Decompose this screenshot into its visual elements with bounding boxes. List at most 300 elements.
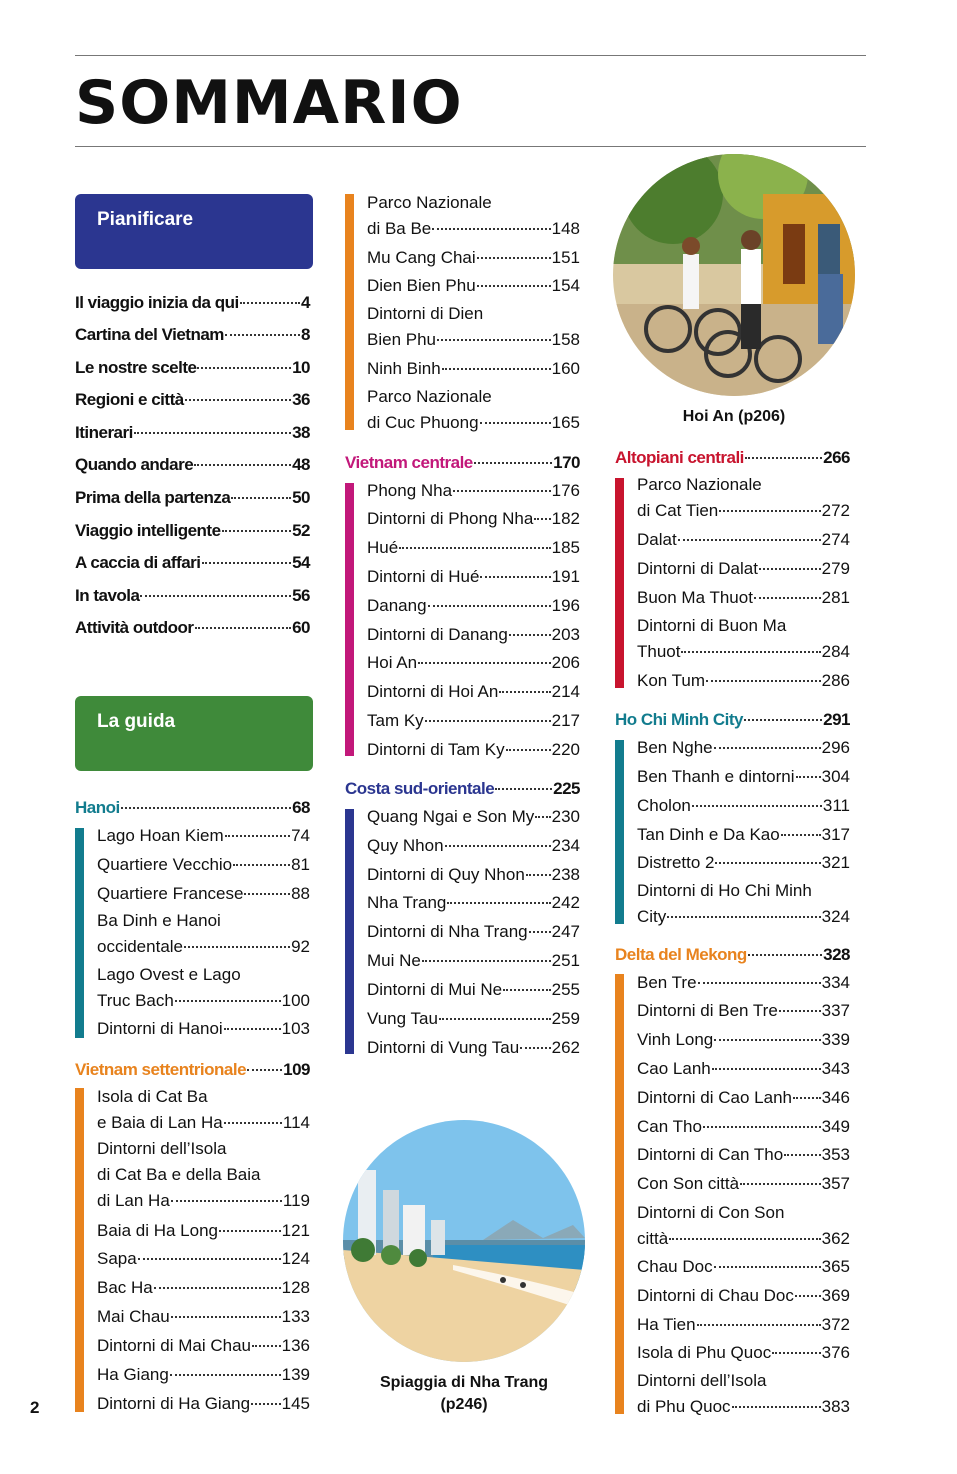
entry-page: 103	[281, 1019, 310, 1038]
leader-dots	[714, 747, 821, 749]
entry-page: 337	[821, 1001, 850, 1020]
leader-dots	[224, 1122, 282, 1124]
entry-page: 255	[551, 980, 580, 999]
leader-dots	[219, 1230, 281, 1232]
entry-title: città	[637, 1229, 669, 1248]
entry-page: 203	[551, 625, 580, 644]
mekong-entry	[637, 1228, 850, 1250]
entry-title: Itinerari	[75, 423, 133, 442]
leader-dots	[252, 1345, 281, 1347]
leader-dots	[202, 562, 292, 564]
entry-page: 266	[823, 448, 850, 467]
pianificare-label: Pianificare	[97, 209, 194, 230]
mekong-entry	[637, 1396, 850, 1418]
nha-trang-caption-line1: Spiaggia di Nha Trang	[379, 1374, 549, 1391]
settentrionale-entry	[97, 1248, 310, 1270]
leader-dots	[529, 931, 551, 933]
leader-dots	[698, 982, 821, 984]
entry-title: Dintorni di Danang	[367, 625, 508, 644]
leader-dots	[697, 1324, 821, 1326]
pianificare-entry	[75, 617, 310, 639]
entry-title: Ho Chi Minh City	[615, 710, 743, 729]
entry-title: Kon Tum	[637, 671, 706, 690]
leader-dots	[244, 893, 290, 895]
settentrionale-cont-entry-line: Parco Nazionale	[367, 387, 492, 406]
entry-page: 214	[551, 682, 580, 701]
mekong-entry	[637, 1029, 850, 1051]
mekong-entry	[637, 1058, 850, 1080]
entry-page: 74	[291, 826, 310, 845]
entry-page: 206	[551, 653, 580, 672]
leader-dots	[509, 634, 551, 636]
leader-dots	[781, 834, 821, 836]
leader-dots	[499, 691, 550, 693]
entry-title: Dintorni di Hué	[367, 567, 480, 586]
leader-dots	[442, 368, 551, 370]
settentrionale-entry	[97, 1393, 310, 1415]
entry-title: Dintorni di Cao Lanh	[637, 1088, 792, 1107]
leader-dots	[506, 749, 551, 751]
entry-page: 50	[292, 488, 310, 507]
entry-title: Dintorni di Quy Nhon	[367, 865, 525, 884]
sudorientale-entry	[367, 950, 580, 972]
leader-dots	[784, 1154, 820, 1156]
leader-dots	[526, 874, 551, 876]
altopiani-color-bar	[615, 478, 624, 688]
leader-dots	[678, 539, 821, 541]
leader-dots	[681, 651, 820, 653]
entry-title: Dintorni di Phong Nha	[367, 509, 534, 528]
entry-page: 185	[551, 538, 580, 557]
entry-title: Isola di Phu Quoc	[637, 1343, 772, 1362]
entry-page: 54	[292, 553, 310, 572]
centrale-entry	[367, 508, 580, 530]
entry-title: Ben Thanh e dintorni	[637, 767, 795, 786]
entry-page: 68	[292, 798, 310, 817]
entry-title: Delta del Mekong	[615, 945, 747, 964]
hanoi-entry-line: Lago Ovest e Lago	[97, 965, 241, 984]
mekong-entry	[637, 1256, 850, 1278]
pianificare-entry	[75, 552, 310, 574]
settentrionale-cont-entry-line: Parco Nazionale	[367, 193, 492, 212]
entry-title: Sapa	[97, 1249, 137, 1268]
settentrionale-cont-entry	[367, 412, 580, 434]
entry-page: 109	[283, 1060, 310, 1079]
entry-title: Cao Lanh	[637, 1059, 711, 1078]
leader-dots	[447, 902, 550, 904]
entry-page: 196	[551, 596, 580, 615]
entry-title: Hué	[367, 538, 399, 557]
entry-title: Vietnam settentrionale	[75, 1060, 247, 1079]
centrale-entry	[367, 624, 580, 646]
leader-dots	[744, 719, 822, 721]
sudorientale-entry	[367, 979, 580, 1001]
centrale-entry	[367, 652, 580, 674]
entry-title: Baia di Ha Long	[97, 1221, 218, 1240]
entry-page: 38	[292, 423, 310, 442]
entry-page: 372	[821, 1315, 850, 1334]
entry-title: Costa sud-orientale	[345, 779, 495, 798]
entry-title: Ninh Binh	[367, 359, 441, 378]
entry-title: Con Son città	[637, 1174, 740, 1193]
entry-page: 324	[821, 907, 850, 926]
leader-dots	[154, 1287, 281, 1289]
entry-title: di Lan Ha	[97, 1191, 170, 1210]
entry-page: 286	[821, 671, 850, 690]
sudorientale-entry	[367, 1008, 580, 1030]
entry-page: 176	[551, 481, 580, 500]
settentrionale-cont-entry	[367, 247, 580, 269]
leader-dots	[175, 1000, 281, 1002]
leader-dots	[779, 1010, 821, 1012]
entry-title: Prima della partenza	[75, 488, 231, 507]
pianificare-entry	[75, 487, 310, 509]
entry-title: Bac Ha	[97, 1278, 153, 1297]
leader-dots	[793, 1097, 821, 1099]
leader-dots	[732, 1406, 821, 1408]
leader-dots	[240, 302, 300, 304]
entry-page: 145	[281, 1394, 310, 1413]
leader-dots	[445, 845, 551, 847]
entry-page: 151	[551, 248, 580, 267]
entry-page: 60	[292, 618, 310, 637]
hanoi-entry	[97, 990, 310, 1012]
entry-page: 304	[821, 767, 850, 786]
entry-page: 158	[551, 330, 580, 349]
settentrionale-entry	[97, 1112, 310, 1134]
leader-dots	[796, 776, 821, 778]
entry-page: 274	[821, 530, 850, 549]
entry-title: Altopiani centrali	[615, 448, 744, 467]
entry-page: 4	[301, 293, 310, 312]
pianificare-entry	[75, 520, 310, 542]
entry-title: Chau Doc	[637, 1257, 713, 1276]
entry-title: Quando andare	[75, 455, 194, 474]
entry-page: 383	[821, 1397, 850, 1416]
altopiani-header	[615, 447, 850, 469]
entry-title: Cholon	[637, 796, 691, 815]
mekong-entry	[637, 1285, 850, 1307]
entry-page: 160	[551, 359, 580, 378]
entry-page: 165	[551, 413, 580, 432]
leader-dots	[503, 989, 551, 991]
mekong-entry-line: Dintorni di Con Son	[637, 1203, 785, 1222]
entry-title: Hanoi	[75, 798, 120, 817]
hanoi-entry	[97, 1018, 310, 1040]
settentrionale-entry	[97, 1364, 310, 1386]
leader-dots	[692, 805, 822, 807]
entry-title: Dintorni di Tam Ky	[367, 740, 505, 759]
entry-page: 136	[281, 1336, 310, 1355]
hoi-an-caption: Hoi An (p206)	[682, 408, 786, 425]
settentrionale-entry	[97, 1277, 310, 1299]
entry-page: 251	[551, 951, 580, 970]
entry-page: 230	[551, 807, 580, 826]
leader-dots	[399, 547, 550, 549]
leader-dots	[428, 605, 551, 607]
entry-page: 362	[821, 1229, 850, 1248]
leader-dots	[759, 568, 821, 570]
hcmc-entry	[637, 737, 850, 759]
entry-page: 296	[821, 738, 850, 757]
pianificare-entry	[75, 292, 310, 314]
pianificare-entry	[75, 389, 310, 411]
leader-dots	[477, 285, 551, 287]
centrale-entry	[367, 595, 580, 617]
leader-dots	[480, 422, 551, 424]
entry-title: Quy Nhon	[367, 836, 444, 855]
altopiani-entry-line: Parco Nazionale	[637, 475, 762, 494]
entry-page: 262	[551, 1038, 580, 1057]
settentrionale-cont-entry	[367, 275, 580, 297]
entry-page: 225	[553, 779, 580, 798]
entry-page: 349	[821, 1117, 850, 1136]
leader-dots	[714, 1266, 821, 1268]
entry-title: di Phu Quoc	[637, 1397, 731, 1416]
entry-page: 284	[821, 642, 850, 661]
entry-title: Quang Ngai e Son My	[367, 807, 535, 826]
leader-dots	[754, 597, 821, 599]
hanoi-entry	[97, 825, 310, 847]
entry-page: 259	[551, 1009, 580, 1028]
entry-title: Phong Nha	[367, 481, 453, 500]
entry-page: 121	[281, 1221, 310, 1240]
hanoi-entry-line: Ba Dinh e Hanoi	[97, 911, 221, 930]
hcmc-entry	[637, 795, 850, 817]
settentrionale-entry	[97, 1335, 310, 1357]
mekong-header	[615, 944, 850, 966]
hanoi-color-bar	[75, 828, 84, 1038]
leader-dots	[195, 627, 292, 629]
leader-dots	[247, 1069, 282, 1071]
entry-page: 328	[823, 945, 850, 964]
hcmc-header	[615, 709, 850, 731]
entry-title: Hoi An	[367, 653, 418, 672]
entry-title: Dintorni di Hanoi	[97, 1019, 223, 1038]
entry-title: Dintorni di Vung Tau	[367, 1038, 520, 1057]
leader-dots	[171, 1200, 282, 1202]
entry-page: 182	[551, 509, 580, 528]
entry-page: 52	[292, 521, 310, 540]
entry-title: Dintorni di Can Tho	[637, 1145, 784, 1164]
leader-dots	[480, 576, 550, 578]
entry-page: 281	[821, 588, 850, 607]
entry-title: Dintorni di Dalat	[637, 559, 758, 578]
leader-dots	[795, 1295, 821, 1297]
hcmc-entry	[637, 824, 850, 846]
settentrionale-cont-entry	[367, 358, 580, 380]
entry-title: occidentale	[97, 937, 184, 956]
settentrionale-cont-entry-line: Dintorni di Dien	[367, 304, 484, 323]
entry-title: Dintorni di Ha Giang	[97, 1394, 251, 1413]
leader-dots	[170, 1374, 281, 1376]
altopiani-entry	[637, 670, 850, 692]
entry-page: 148	[551, 219, 580, 238]
entry-title: Dintorni di Mui Ne	[367, 980, 503, 999]
altopiani-entry	[637, 529, 850, 551]
leader-dots	[225, 835, 290, 837]
leader-dots	[432, 228, 550, 230]
hanoi-entry	[97, 883, 310, 905]
leader-dots	[233, 864, 290, 866]
settentrionale-cont-color-bar	[345, 194, 354, 430]
leader-dots	[437, 339, 551, 341]
entry-title: e Baia di Lan Ha	[97, 1113, 223, 1132]
leader-dots	[439, 1018, 551, 1020]
leader-dots	[534, 518, 550, 520]
entry-title: Ha Giang	[97, 1365, 169, 1384]
centrale-entry	[367, 710, 580, 732]
entry-title: In tavola	[75, 586, 140, 605]
altopiani-entry-line: Dintorni di Buon Ma	[637, 616, 787, 635]
entry-title: Dintorni di Nha Trang	[367, 922, 528, 941]
hcmc-entry	[637, 906, 850, 928]
entry-page: 88	[291, 884, 310, 903]
entry-page: 317	[821, 825, 850, 844]
entry-page: 353	[821, 1145, 850, 1164]
leader-dots	[121, 807, 291, 809]
mekong-entry	[637, 1314, 850, 1336]
leader-dots	[418, 662, 551, 664]
entry-title: Dintorni di Ben Tre	[637, 1001, 778, 1020]
nha-trang-caption	[343, 1372, 585, 1416]
sudorientale-color-bar	[345, 809, 354, 1054]
entry-page: 124	[281, 1249, 310, 1268]
entry-title: Mai Chau	[97, 1307, 170, 1326]
altopiani-entry	[637, 500, 850, 522]
leader-dots	[714, 1039, 820, 1041]
leader-dots	[667, 916, 820, 918]
centrale-entry	[367, 739, 580, 761]
mekong-entry	[637, 1116, 850, 1138]
entry-page: 357	[821, 1174, 850, 1193]
entry-title: Mui Ne	[367, 951, 421, 970]
leader-dots	[703, 1126, 821, 1128]
entry-title: Lago Hoan Kiem	[97, 826, 224, 845]
entry-title: Dien Bien Phu	[367, 276, 476, 295]
mekong-color-bar	[615, 974, 624, 1414]
entry-title: Dintorni di Hoi An	[367, 682, 499, 701]
entry-title: Le nostre scelte	[75, 358, 197, 377]
centrale-entry	[367, 566, 580, 588]
entry-page: 247	[551, 922, 580, 941]
entry-page: 128	[281, 1278, 310, 1297]
centrale-entry	[367, 480, 580, 502]
entry-page: 343	[821, 1059, 850, 1078]
entry-title: Buon Ma Thuot	[637, 588, 753, 607]
settentrionale-entry-line: Dintorni dell’Isola	[97, 1139, 227, 1158]
leader-dots	[520, 1047, 550, 1049]
leader-dots	[748, 954, 822, 956]
entry-title: Dintorni di Mai Chau	[97, 1336, 252, 1355]
settentrionale-entry	[97, 1190, 310, 1212]
entry-page: 291	[823, 710, 850, 729]
centrale-color-bar	[345, 483, 354, 756]
entry-page: 369	[821, 1286, 850, 1305]
mekong-entry	[637, 972, 850, 994]
hcmc-entry	[637, 852, 850, 874]
entry-page: 311	[822, 796, 850, 815]
settentrionale-entry-line: Isola di Cat Ba	[97, 1087, 208, 1106]
entry-title: Tan Dinh e Da Kao	[637, 825, 780, 844]
hcmc-entry-line: Dintorni di Ho Chi Minh	[637, 881, 812, 900]
entry-title: Can Tho	[637, 1117, 702, 1136]
entry-title: City	[637, 907, 667, 926]
entry-title: Danang	[367, 596, 427, 615]
leader-dots	[197, 367, 291, 369]
sudorientale-entry	[367, 921, 580, 943]
leader-dots	[745, 457, 822, 459]
entry-page: 154	[551, 276, 580, 295]
mekong-entry-line: Dintorni dell’Isola	[637, 1371, 767, 1390]
leader-dots	[194, 464, 291, 466]
settentrionale-header	[75, 1059, 310, 1081]
leader-dots	[138, 1258, 281, 1260]
mekong-entry	[637, 1144, 850, 1166]
entry-page: 100	[281, 991, 310, 1010]
entry-title: A caccia di affari	[75, 553, 201, 572]
entry-title: Ben Nghe	[637, 738, 713, 757]
settentrionale-entry	[97, 1306, 310, 1328]
leader-dots	[422, 960, 551, 962]
entry-page: 191	[551, 567, 580, 586]
sudorientale-entry	[367, 806, 580, 828]
leader-dots	[477, 257, 551, 259]
hoi-an-illustration	[613, 154, 855, 396]
leader-dots	[140, 595, 291, 597]
centrale-header	[345, 452, 580, 474]
settentrionale-entry-line: di Cat Ba e della Baia	[97, 1165, 261, 1184]
entry-title: di Ba Be	[367, 219, 432, 238]
nha-trang-photo	[343, 1120, 585, 1362]
centrale-entry	[367, 537, 580, 559]
pianificare-entry	[75, 454, 310, 476]
centrale-entry	[367, 681, 580, 703]
entry-page: 114	[282, 1113, 310, 1132]
hcmc-entry	[637, 766, 850, 788]
pianificare-badge	[75, 194, 313, 269]
leader-dots	[535, 816, 550, 818]
leader-dots	[134, 432, 291, 434]
entry-page: 339	[821, 1030, 850, 1049]
entry-title: Quartiere Vecchio	[97, 855, 233, 874]
entry-title: Ben Tre	[637, 973, 697, 992]
leader-dots	[251, 1403, 281, 1405]
entry-title: Il viaggio inizia da qui	[75, 293, 239, 312]
entry-title: Truc Bach	[97, 991, 174, 1010]
leader-dots	[184, 946, 290, 948]
entry-page: 238	[551, 865, 580, 884]
sudorientale-entry	[367, 835, 580, 857]
hoi-an-photo	[613, 154, 855, 396]
entry-title: Vietnam centrale	[345, 453, 473, 472]
entry-title: Viaggio intelligente	[75, 521, 221, 540]
leader-dots	[740, 1183, 821, 1185]
entry-page: 56	[292, 586, 310, 605]
entry-title: di Cuc Phuong	[367, 413, 479, 432]
entry-page: 81	[291, 855, 310, 874]
entry-page: 217	[551, 711, 580, 730]
guida-label: La guida	[97, 711, 176, 732]
pianificare-entry	[75, 422, 310, 444]
page-title: SOMMARIO	[75, 68, 463, 138]
pianificare-entry	[75, 324, 310, 346]
entry-page: 119	[282, 1191, 310, 1210]
entry-page: 36	[292, 390, 310, 409]
entry-page: 170	[553, 453, 580, 472]
altopiani-entry	[637, 641, 850, 663]
pianificare-entry	[75, 357, 310, 379]
